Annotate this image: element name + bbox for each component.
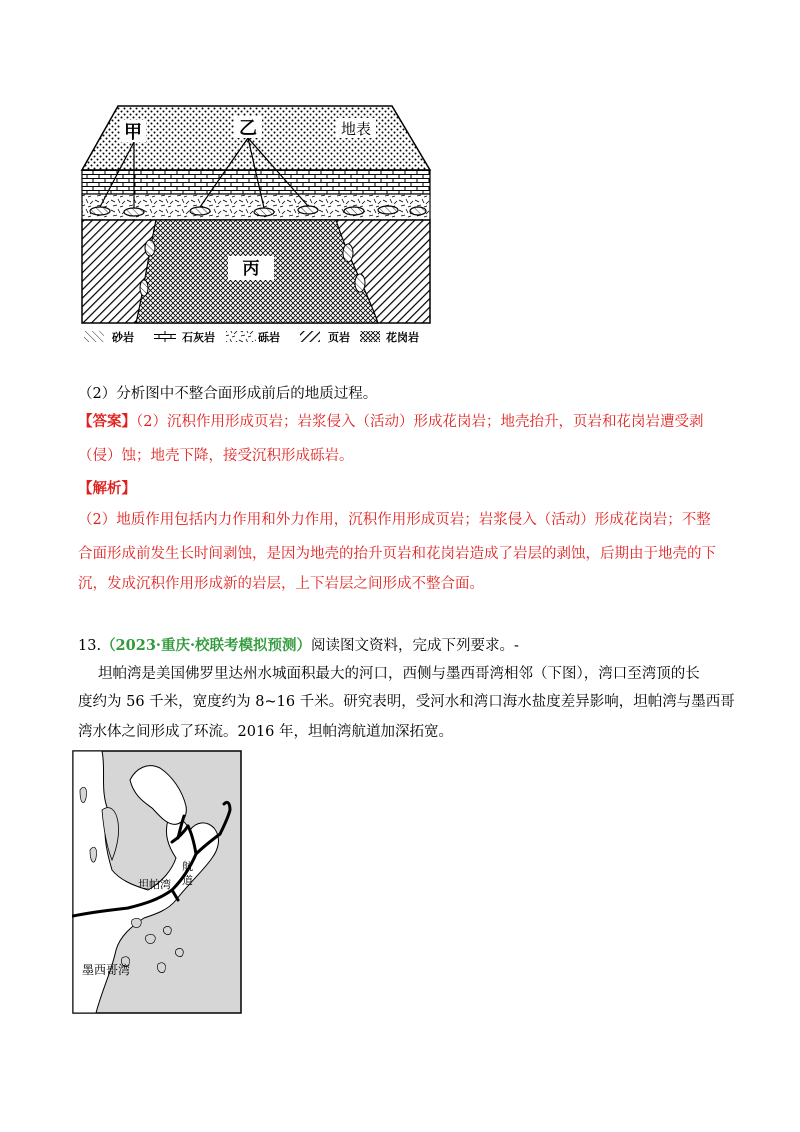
q13-para-line-1: 坦帕湾是美国佛罗里达州水城面积最大的河口，西侧与墨西哥湾相邻（下图），湾口至湾顶的长 <box>98 666 700 682</box>
question-number: 13. <box>78 638 102 654</box>
answer-tag: 【答案】 <box>78 413 136 430</box>
geology-cross-section <box>78 98 438 353</box>
tampa-bay-map <box>72 750 242 1014</box>
gulf-label: 墨西哥湾 <box>82 963 131 977</box>
legend-label: 花岗岩 <box>386 331 419 344</box>
limestone-pattern-icon <box>154 331 176 342</box>
analysis-line-1: （2）地质作用包括内力作用和外力作用，沉积作用形成页岩；岩浆侵入（活动）形成花岗岩；不整 <box>78 512 711 528</box>
legend <box>84 330 419 344</box>
channel-label-1: 航 <box>182 860 193 873</box>
question-prompt: 阅读图文资料，完成下列要求。- <box>311 638 519 654</box>
conglomerate-pattern-icon <box>226 331 256 342</box>
legend-label: 砾岩 <box>258 331 280 344</box>
question-source: （2023·重庆·校联考模拟预测） <box>101 637 312 654</box>
shale-pattern-icon <box>300 331 320 342</box>
answer-line-2: （侵）蚀；地壳下降，接受沉积形成砾岩。 <box>78 448 354 464</box>
legend-label: 砂岩 <box>112 331 134 344</box>
q2-question: （2）分析图中不整合面形成前后的地质过程。 <box>78 386 378 402</box>
q13-para-line-2: 度约为 56 千米，宽度约为 8~16 千米。研究表明，受河水和湾口海水盐度差异影响，坦帕湾与墨西哥 <box>78 694 735 710</box>
q2-answer <box>78 410 728 434</box>
granite-pattern-icon <box>360 331 380 342</box>
answer-line-1: （2）沉积作用形成页岩；岩浆侵入（活动）形成花岗岩；地壳抬升，页岩和花岗岩遭受剥 <box>136 414 704 430</box>
label-yi: 乙 <box>239 118 257 139</box>
analysis-line-3: 沉，发成沉积作用形成新的岩层，上下岩层之间形成不整合面。 <box>78 576 484 592</box>
label-surface: 地表 <box>340 120 372 138</box>
q13-header <box>78 634 728 658</box>
q13-para-line-3: 湾水体之间形成了环流。2016 年，坦帕湾航道加深拓宽。 <box>78 724 454 740</box>
label-bing: 丙 <box>242 259 260 279</box>
sandstone-pattern-icon <box>84 331 104 342</box>
legend-label: 石灰岩 <box>182 331 215 344</box>
channel-label-2: 道 <box>182 874 193 887</box>
bay-label: 坦帕湾 <box>138 878 171 891</box>
analysis-line-2: 合面形成前发生长时间剥蚀，是因为地壳的抬升页岩和花岗岩造成了岩层的剥蚀，后期由于地壳的下 <box>78 546 716 562</box>
analysis-tag: 【解析】 <box>78 480 136 497</box>
label-jia: 甲 <box>124 122 142 143</box>
legend-label: 页岩 <box>328 331 350 344</box>
